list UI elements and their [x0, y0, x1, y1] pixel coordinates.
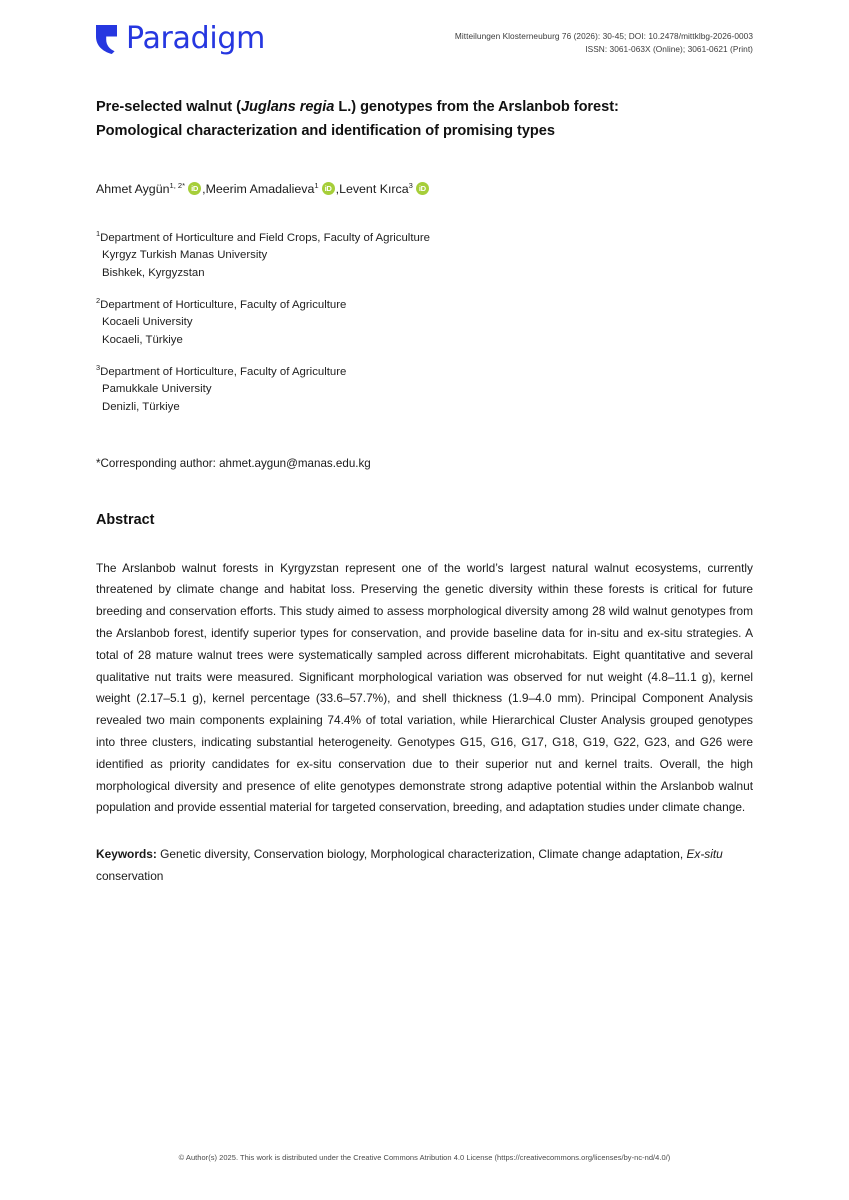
affiliation-institution: Pamukkale University	[102, 383, 212, 396]
author-entry	[96, 181, 206, 198]
journal-issn: ISSN: 3061-063X (Online); 3061-0621 (Print)	[585, 43, 753, 54]
affiliation-department-text: Department of Horticulture, Faculty of Agriculture	[100, 365, 347, 378]
affiliation-location: Kocaeli, Türkiye	[102, 334, 183, 346]
author-affiliation-marker: 1, 2*	[169, 181, 186, 191]
corresponding-author: *Corresponding author: ahmet.aygun@manas.edu.kg	[96, 456, 371, 470]
page-masthead	[0, 22, 849, 78]
affiliation-department-text: Department of Horticulture and Field Crops, Faculty of Agriculture	[100, 231, 430, 244]
author-affiliation-marker: 3	[408, 181, 413, 191]
keywords-label: Keywords:	[96, 847, 157, 862]
author-entry	[206, 181, 340, 198]
affiliation-department	[96, 364, 753, 382]
affiliation-institution: Kocaeli University	[102, 316, 193, 329]
affiliation-block	[96, 230, 753, 283]
keywords-italic-term: Ex-situ	[686, 847, 723, 862]
journal-metadata	[455, 30, 753, 56]
publisher-name: Paradigm	[126, 21, 266, 56]
title-species-name: Juglans regia	[240, 99, 335, 115]
page-footer	[0, 1153, 849, 1162]
keywords-values-1: Genetic diversity, Conservation biology, Morphological characterization, Climate change adaptation,	[156, 847, 687, 862]
title-part-1: Pre-selected walnut (	[96, 99, 241, 115]
affiliation-department	[96, 297, 753, 315]
affiliation-department-text: Department of Horticulture, Faculty of Agriculture	[100, 298, 347, 311]
title-part-2: L.) genotypes from the Arslanbob forest:	[334, 99, 619, 115]
publisher-brand[interactable]	[96, 21, 266, 56]
author-separator: ,	[335, 182, 340, 197]
affiliation-department	[96, 230, 753, 248]
article-content	[96, 96, 753, 900]
affiliation-marker: 1	[96, 228, 101, 238]
keywords-values-2: conservation	[96, 868, 164, 883]
affiliation-location: Bishkek, Kyrgyzstan	[102, 266, 205, 279]
author-affiliation-marker: 1	[314, 181, 319, 191]
affiliation-location: Denizli, Türkiye	[102, 401, 180, 414]
title-subtitle: Pomological characterization and identification of promising types	[96, 122, 555, 139]
author-entry	[339, 181, 430, 198]
orcid-id-icon[interactable]: iD	[188, 182, 201, 195]
orcid-id-icon[interactable]: iD	[416, 182, 429, 195]
affiliation-block	[96, 364, 753, 417]
affiliation-marker: 3	[96, 362, 101, 372]
author-separator: ,	[202, 182, 206, 197]
orcid-id-icon[interactable]: iD	[322, 182, 335, 195]
abstract-text: The Arslanbob walnut forests in Kyrgyzstan represent one of the world’s largest natural walnut ecosystems, currently threatened by climate change and habitat loss. Preserving the genetic diversity within these forests is critical for future breeding and conservation efforts. This study aimed to assess morphological diversity among 28 wild walnut genotypes from the Arslanbob forest, identify superior types for conservation, and provide baseline data for in-situ and ex-situ strategies. A total of 28 mature walnut trees were systematically sampled across different microhabitats. Eight quantitative and several qualitative nut traits were measured. Significant morphological variation was observed for nut weight (4.8–11.1 g), kernel weight (2.17–5.1 g), kernel percentage (33.6–57.7%), and shell thickness (1.9–4.0 mm). Principal Component Analysis revealed two main components explaining 74.4% of total variation, while Hierarchical Cluster Analysis grouped genotypes into three clusters, indicating substantial heterogeneity. Genotypes G15, G16, G17, G18, G19, G22, G23, and G26 were identified as priority candidates for ex-situ conservation due to their superior nut and kernel traits. Overall, the high morphological diversity and presence of elite genotypes demonstrate strong adaptive potential within the Arslanbob walnut population and provide essential material for targeted conservation, breeding, and adaptation studies under climate change.	[96, 560, 753, 815]
author-list	[96, 181, 753, 198]
keywords-line	[96, 844, 753, 888]
affiliation-block	[96, 297, 753, 350]
copyright-notice: © Author(s) 2025. This work is distributed under the Creative Commons Atribution 4.0 License (https://creativecommons.org/licenses/by-nc-nd/4.0/)	[178, 1153, 671, 1162]
article-title	[96, 96, 753, 143]
author-name: Ahmet Aygün	[96, 182, 170, 197]
paradigm-logo-icon	[96, 25, 117, 54]
affiliation-list	[96, 230, 753, 417]
author-name: Levent Kırca	[339, 182, 409, 197]
affiliation-institution: Kyrgyz Turkish Manas University	[102, 249, 268, 262]
affiliation-marker: 2	[96, 295, 101, 305]
abstract-heading: Abstract	[96, 511, 155, 528]
author-name: Meerim Amadalieva	[205, 182, 315, 197]
journal-citation: Mitteilungen Klosterneuburg 76 (2026): 30-45; DOI: 10.2478/mittklbg-2026-0003	[454, 31, 753, 41]
